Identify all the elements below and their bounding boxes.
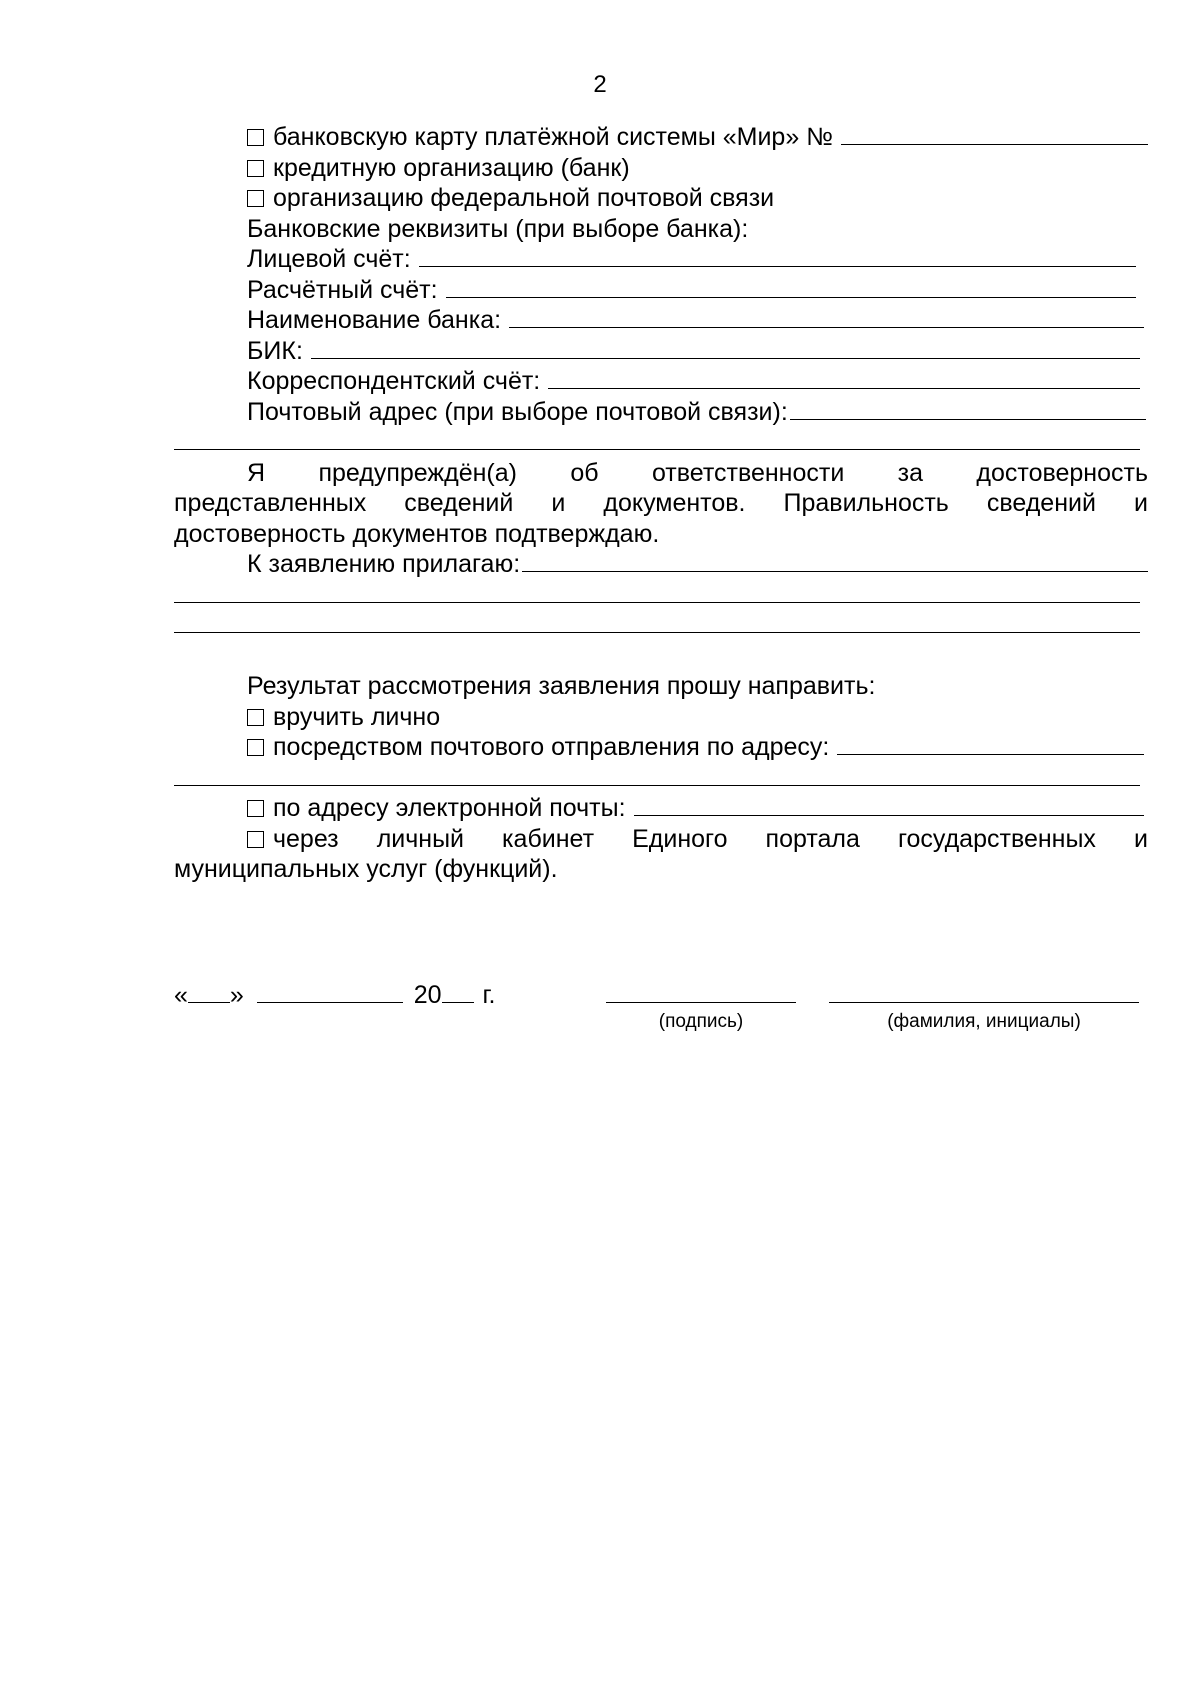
page-number: 2 <box>593 71 607 98</box>
post-label: организацию федеральной почтовой связи <box>273 184 775 212</box>
mir-card-checkbox[interactable] <box>247 129 264 146</box>
requisites-title-text: Банковские реквизиты (при выборе банка): <box>247 214 749 243</box>
declaration-word: за <box>897 458 924 487</box>
portal-first-word <box>247 824 339 855</box>
month-field[interactable] <box>257 980 403 1003</box>
declaration-line-1 <box>174 458 1148 489</box>
attachments-field-line-2[interactable] <box>174 580 1148 611</box>
attachments-row <box>174 549 1148 580</box>
corr-account-row <box>174 366 1148 397</box>
settlement-account-field[interactable] <box>446 275 1136 298</box>
attachments-label: К заявлению прилагаю: <box>247 550 521 578</box>
declaration-word: и <box>551 489 566 517</box>
by-mail-label: посредством почтового отправления по адресу: <box>273 733 830 761</box>
by-email-label: по адресу электронной почты: <box>273 794 626 822</box>
bank-name-field[interactable] <box>509 305 1144 328</box>
form-body <box>174 122 1148 885</box>
portal-checkbox[interactable] <box>247 831 264 848</box>
settlement-account-label: Расчётный счёт: <box>247 275 438 304</box>
date-open-quote: « <box>174 981 188 1009</box>
name-field[interactable] <box>829 1002 1139 1003</box>
requisites-title <box>174 214 1148 245</box>
declaration-word: документов. <box>603 489 746 517</box>
by-mail-address-field-continued[interactable] <box>174 763 1148 794</box>
date-block <box>174 980 496 1010</box>
declaration-word: представленных <box>174 489 367 517</box>
date-close-quote: » <box>229 981 244 1009</box>
bank-label: кредитную организацию (банк) <box>273 153 630 182</box>
portal-word: государственных <box>897 824 1096 853</box>
postal-address-field[interactable] <box>790 397 1146 420</box>
portal-word: портала <box>765 824 860 853</box>
bik-row <box>174 336 1148 367</box>
option-post <box>174 183 1148 214</box>
year-suffix: г. <box>482 981 496 1009</box>
bank-name-row <box>174 305 1148 336</box>
declaration-word: сведений <box>986 489 1096 517</box>
year-field[interactable] <box>442 980 474 1003</box>
email-field[interactable] <box>634 793 1144 816</box>
declaration-word: сведений <box>404 489 514 517</box>
declaration-word: ответственности <box>651 458 845 487</box>
personal-account-label: Лицевой счёт: <box>247 245 411 273</box>
portal-line-2-text: муниципальных услуг (функций). <box>174 855 558 883</box>
bik-label: БИК: <box>247 336 303 365</box>
option-by-email <box>174 793 1148 824</box>
bank-name-label: Наименование банка: <box>247 306 502 334</box>
in-person-label: вручить лично <box>273 702 441 731</box>
by-mail-checkbox[interactable] <box>247 739 264 756</box>
option-bank <box>174 153 1148 184</box>
day-field[interactable] <box>188 980 230 1003</box>
declaration-word: об <box>570 458 599 487</box>
postal-address-row <box>174 397 1148 428</box>
declaration-word: предупреждён(а) <box>318 458 517 487</box>
attachments-field-line-3[interactable] <box>174 610 1148 641</box>
postal-address-field-continued[interactable] <box>174 427 1148 458</box>
result-title: Результат рассмотрения заявления прошу направить: <box>247 672 876 700</box>
portal-word: личный <box>376 824 465 853</box>
mir-card-number-field[interactable] <box>841 122 1148 145</box>
personal-account-row <box>174 244 1148 275</box>
portal-word: и <box>1133 824 1148 853</box>
corr-account-field[interactable] <box>548 366 1140 389</box>
option-mir-card <box>174 122 1148 153</box>
portal-word: кабинет <box>502 824 595 853</box>
declaration-word: и <box>1133 489 1148 517</box>
signature-caption: (подпись) <box>658 1011 744 1032</box>
spacer <box>174 641 1148 672</box>
settlement-account-row <box>174 275 1148 306</box>
declaration-word: Правильность <box>783 489 949 517</box>
corr-account-label: Корреспондентский счёт: <box>247 367 541 395</box>
in-person-checkbox[interactable] <box>247 709 264 726</box>
portal-word: Единого <box>632 824 728 853</box>
post-checkbox[interactable] <box>247 190 264 207</box>
declaration-line-2 <box>174 488 1148 519</box>
declaration-word: Я <box>247 458 266 487</box>
personal-account-field[interactable] <box>419 244 1136 267</box>
signature-field[interactable] <box>606 1002 796 1003</box>
option-in-person <box>174 702 1148 733</box>
declaration-line-3-text: достоверность документов подтверждаю. <box>174 519 660 548</box>
declaration-word: достоверность <box>976 458 1148 487</box>
option-portal-line-2 <box>174 854 1148 885</box>
year-prefix: 20 <box>413 981 442 1009</box>
postal-address-label: Почтовый адрес (при выборе почтовой связи): <box>247 397 788 426</box>
portal-word: через <box>273 824 339 853</box>
attachments-field[interactable] <box>522 549 1148 572</box>
option-by-mail <box>174 732 1148 763</box>
by-mail-address-field[interactable] <box>837 732 1144 755</box>
option-portal-line-1 <box>174 824 1148 855</box>
result-title-row <box>174 671 1148 702</box>
mir-card-label: банковскую карту платёжной системы «Мир» № <box>273 123 833 151</box>
name-caption: (фамилия, инициалы) <box>887 1011 1081 1032</box>
bank-checkbox[interactable] <box>247 160 264 177</box>
by-email-checkbox[interactable] <box>247 800 264 817</box>
declaration-line-3 <box>174 519 1148 550</box>
bik-field[interactable] <box>311 336 1140 359</box>
